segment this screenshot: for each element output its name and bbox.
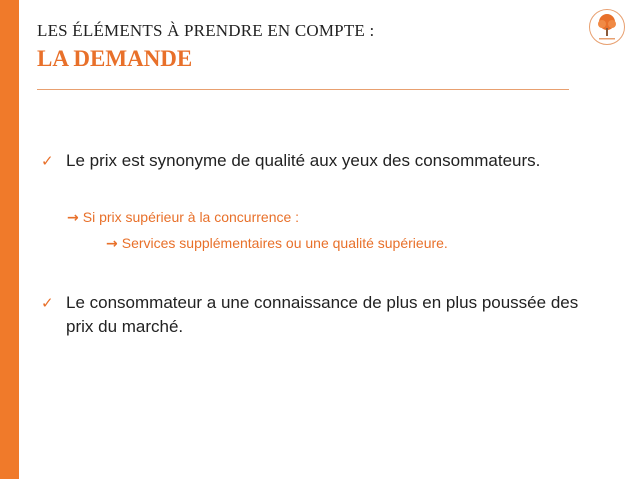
checkmark-icon: ✓ xyxy=(41,294,54,312)
title-divider xyxy=(37,89,569,90)
slide-title: LES ÉLÉMENTS À PRENDRE EN COMPTE : xyxy=(37,21,375,40)
left-accent-bar xyxy=(0,0,19,479)
arrow-right-icon: → xyxy=(67,210,79,226)
bullet-text: Le prix est synonyme de qualité aux yeux des consommateurs. xyxy=(66,151,541,170)
checkmark-icon: ✓ xyxy=(41,152,54,170)
slide-subtitle: LA DEMANDE xyxy=(37,46,193,71)
tree-logo-icon xyxy=(588,8,626,46)
sub-item-text: Services supplémentaires ou une qualité supérieure. xyxy=(121,235,448,251)
bullet-item xyxy=(41,149,581,173)
bullet-text: Le consommateur a une connaissance de plus en plus poussée des prix du marché. xyxy=(66,293,579,336)
arrow-right-icon: → xyxy=(106,236,118,252)
sub-item xyxy=(67,208,299,227)
sub-item xyxy=(106,234,448,253)
sub-item-text: Si prix supérieur à la concurrence : xyxy=(82,209,300,225)
bullet-item xyxy=(41,291,581,339)
